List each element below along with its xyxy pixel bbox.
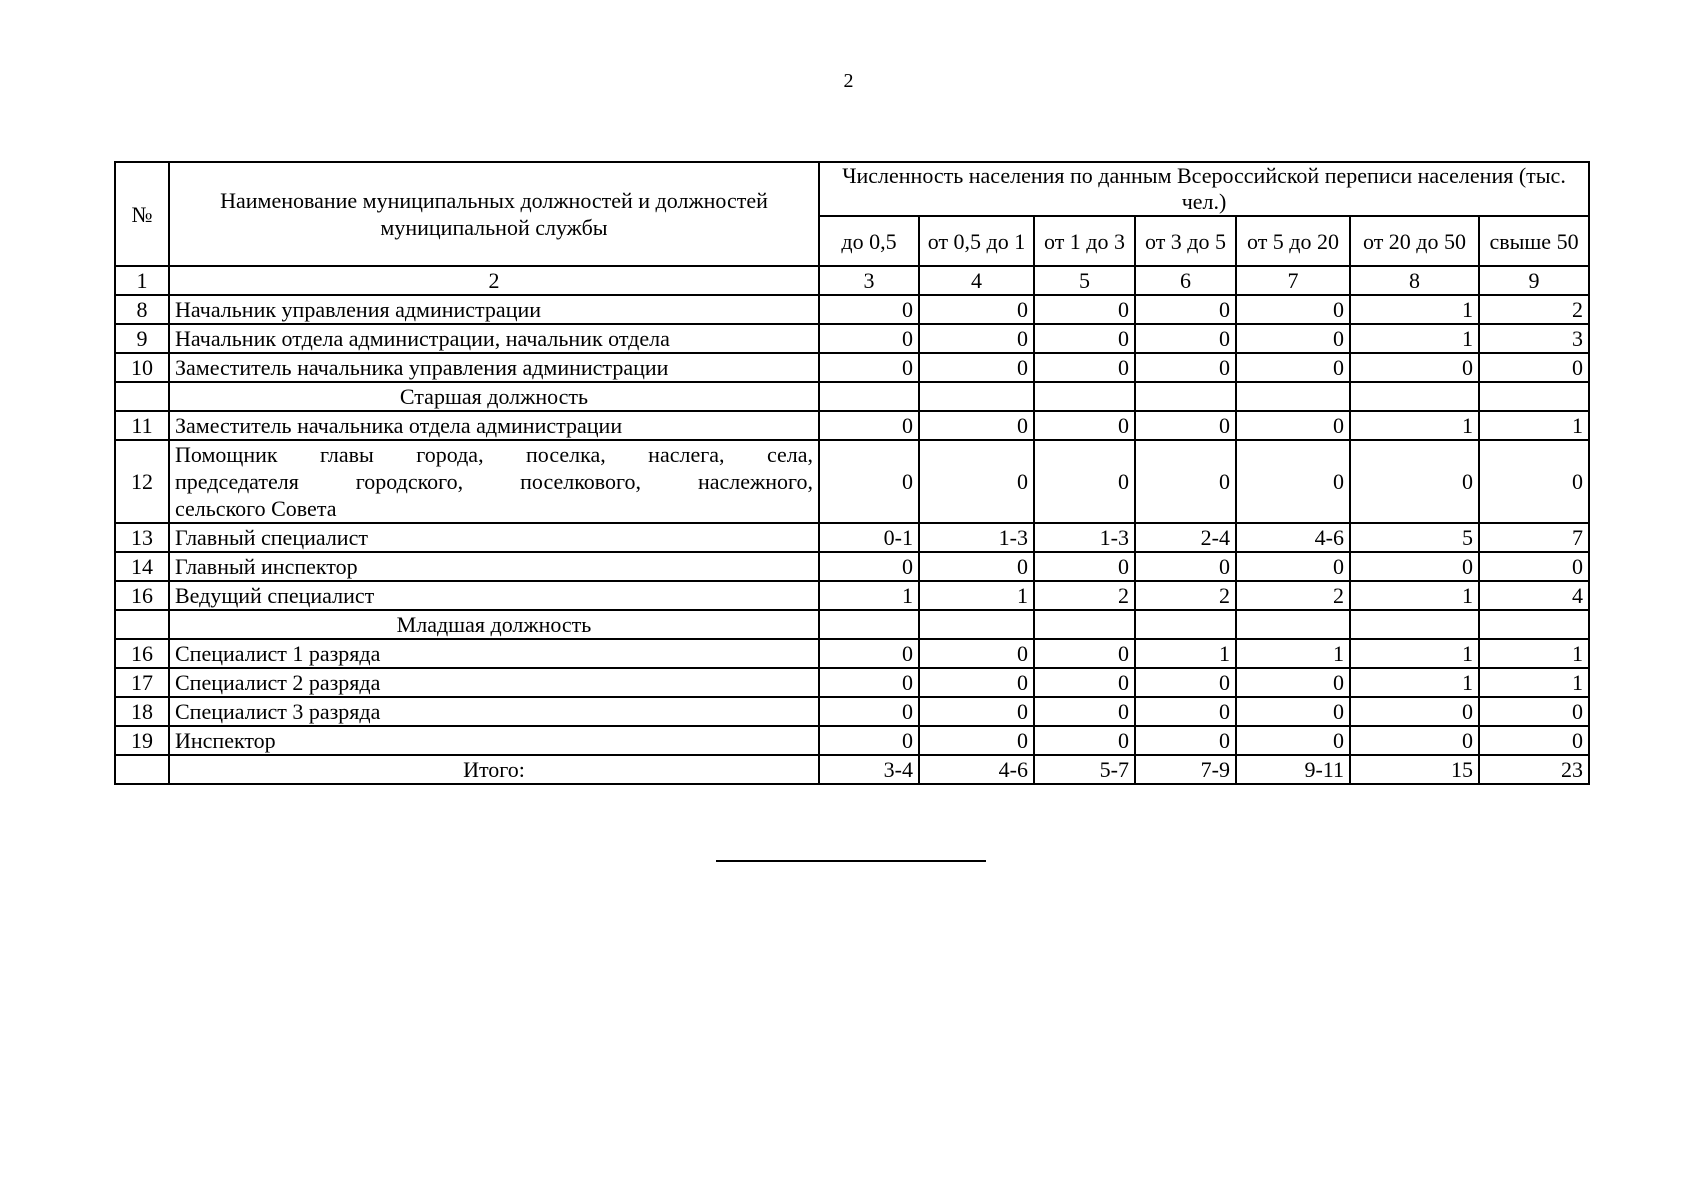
position-name: Главный инспектор (169, 552, 819, 581)
index-cell: 1 (115, 266, 169, 295)
value-cell: 0 (1479, 726, 1589, 755)
value-cell: 7 (1479, 523, 1589, 552)
total-row (115, 755, 1589, 784)
value-cell: 0 (1479, 353, 1589, 382)
position-name-line: Помощник главы города, поселка, наслега, села, (175, 442, 813, 467)
total-value-cell: 3-4 (819, 755, 919, 784)
value-cell: 0 (1350, 353, 1479, 382)
value-cell: 1 (1479, 668, 1589, 697)
table-row (115, 353, 1589, 382)
value-cell: 0 (1350, 697, 1479, 726)
total-value-cell: 7-9 (1135, 755, 1236, 784)
row-number: 17 (115, 668, 169, 697)
section-empty-cell (919, 610, 1034, 639)
row-number: 13 (115, 523, 169, 552)
value-cell: 0 (1236, 668, 1350, 697)
section-empty-cell (1479, 610, 1589, 639)
value-cell: 2 (1034, 581, 1135, 610)
value-cell: 1 (1350, 324, 1479, 353)
value-cell: 0 (819, 697, 919, 726)
row-number: 11 (115, 411, 169, 440)
section-number-cell (115, 610, 169, 639)
position-name: Специалист 2 разряда (169, 668, 819, 697)
table-row (115, 324, 1589, 353)
header-row (115, 162, 1589, 216)
value-cell: 0 (1236, 552, 1350, 581)
section-empty-cell (1350, 610, 1479, 639)
position-name: Специалист 1 разряда (169, 639, 819, 668)
section-empty-cell (1236, 382, 1350, 411)
value-cell: 0 (819, 668, 919, 697)
value-cell: 0 (919, 697, 1034, 726)
header-position-name: Наименование муниципальных должностей и должностей муниципальной службы (169, 162, 819, 266)
value-cell: 0 (1034, 697, 1135, 726)
value-cell: 1 (1350, 295, 1479, 324)
row-number: 9 (115, 324, 169, 353)
value-cell: 1 (1350, 581, 1479, 610)
table-row (115, 295, 1589, 324)
row-number: 19 (115, 726, 169, 755)
value-cell: 4 (1479, 581, 1589, 610)
total-label: Итого: (169, 755, 819, 784)
position-name: Заместитель начальника управления администрации (169, 353, 819, 382)
position-name: Специалист 3 разряда (169, 697, 819, 726)
value-cell: 1 (1350, 639, 1479, 668)
value-cell: 0 (1034, 440, 1135, 523)
value-cell: 1-3 (919, 523, 1034, 552)
table-row (115, 697, 1589, 726)
row-number: 12 (115, 440, 169, 523)
value-cell: 1-3 (1034, 523, 1135, 552)
value-cell: 1 (1236, 639, 1350, 668)
value-cell: 0 (819, 411, 919, 440)
value-cell: 0 (919, 353, 1034, 382)
section-empty-cell (1236, 610, 1350, 639)
value-cell: 0 (1034, 726, 1135, 755)
total-value-cell: 15 (1350, 755, 1479, 784)
closing-rule (716, 860, 986, 862)
table-row (115, 726, 1589, 755)
section-empty-cell (819, 610, 919, 639)
position-name: Инспектор (169, 726, 819, 755)
position-name: Начальник управления администрации (169, 295, 819, 324)
total-value-cell: 9-11 (1236, 755, 1350, 784)
value-cell: 2 (1135, 581, 1236, 610)
value-cell: 0 (919, 639, 1034, 668)
section-empty-cell (1034, 610, 1135, 639)
position-name: Начальник отдела администрации, начальник отдела (169, 324, 819, 353)
value-cell: 0 (1135, 726, 1236, 755)
section-title: Старшая должность (169, 382, 819, 411)
total-value-cell: 4-6 (919, 755, 1034, 784)
header-number: № (115, 162, 169, 266)
value-cell: 0 (1236, 353, 1350, 382)
section-empty-cell (1135, 610, 1236, 639)
section-empty-cell (819, 382, 919, 411)
value-cell: 0 (919, 668, 1034, 697)
value-cell: 0 (1034, 411, 1135, 440)
table-row (115, 639, 1589, 668)
value-cell: 0 (1034, 353, 1135, 382)
value-cell: 0 (1236, 411, 1350, 440)
value-cell: 0 (919, 552, 1034, 581)
row-number: 10 (115, 353, 169, 382)
index-cell: 6 (1135, 266, 1236, 295)
value-cell: 0 (1135, 353, 1236, 382)
total-value-cell: 23 (1479, 755, 1589, 784)
header-col-1: до 0,5 (819, 216, 919, 266)
staffing-table (114, 161, 1590, 785)
value-cell: 0 (1135, 324, 1236, 353)
index-cell: 7 (1236, 266, 1350, 295)
table-row (115, 581, 1589, 610)
value-cell: 1 (1350, 411, 1479, 440)
value-cell: 0 (1135, 295, 1236, 324)
value-cell: 0 (919, 295, 1034, 324)
value-cell: 1 (1350, 668, 1479, 697)
index-cell: 2 (169, 266, 819, 295)
value-cell: 0 (919, 411, 1034, 440)
value-cell: 0 (819, 440, 919, 523)
row-number: 8 (115, 295, 169, 324)
section-title: Младшая должность (169, 610, 819, 639)
value-cell: 1 (919, 581, 1034, 610)
index-cell: 5 (1034, 266, 1135, 295)
value-cell: 0 (1034, 324, 1135, 353)
header-col-3: от 1 до 3 (1034, 216, 1135, 266)
header-col-7: свыше 50 (1479, 216, 1589, 266)
value-cell: 0-1 (819, 523, 919, 552)
value-cell: 0 (1350, 726, 1479, 755)
table-row (115, 523, 1589, 552)
position-name-line: председателя городского, поселкового, наслежного, (175, 469, 813, 494)
value-cell: 0 (1135, 552, 1236, 581)
index-cell: 4 (919, 266, 1034, 295)
value-cell: 1 (1135, 639, 1236, 668)
section-row (115, 382, 1589, 411)
value-cell: 1 (819, 581, 919, 610)
section-empty-cell (1479, 382, 1589, 411)
section-row (115, 610, 1589, 639)
value-cell: 2 (1236, 581, 1350, 610)
value-cell: 0 (1236, 440, 1350, 523)
index-cell: 8 (1350, 266, 1479, 295)
row-number: 16 (115, 639, 169, 668)
row-number: 18 (115, 697, 169, 726)
value-cell: 0 (1135, 697, 1236, 726)
value-cell: 0 (819, 639, 919, 668)
row-number: 14 (115, 552, 169, 581)
header-col-2: от 0,5 до 1 (919, 216, 1034, 266)
value-cell: 2 (1479, 295, 1589, 324)
value-cell: 0 (1135, 668, 1236, 697)
value-cell: 0 (1479, 440, 1589, 523)
header-population-group: Численность населения по данным Всероссийской переписи населения (тыс. чел.) (819, 162, 1589, 216)
section-number-cell (115, 382, 169, 411)
value-cell: 0 (1479, 552, 1589, 581)
page-number: 2 (843, 70, 854, 92)
value-cell: 0 (1236, 697, 1350, 726)
index-row (115, 266, 1589, 295)
position-name (169, 440, 819, 523)
value-cell: 0 (919, 726, 1034, 755)
value-cell: 2-4 (1135, 523, 1236, 552)
value-cell: 0 (1479, 697, 1589, 726)
value-cell: 0 (1034, 639, 1135, 668)
value-cell: 0 (819, 295, 919, 324)
value-cell: 4-6 (1236, 523, 1350, 552)
index-cell: 3 (819, 266, 919, 295)
value-cell: 0 (819, 324, 919, 353)
index-cell: 9 (1479, 266, 1589, 295)
value-cell: 5 (1350, 523, 1479, 552)
row-number: 16 (115, 581, 169, 610)
header-col-5: от 5 до 20 (1236, 216, 1350, 266)
value-cell: 3 (1479, 324, 1589, 353)
value-cell: 0 (819, 552, 919, 581)
position-name: Главный специалист (169, 523, 819, 552)
section-empty-cell (1034, 382, 1135, 411)
value-cell: 0 (819, 353, 919, 382)
value-cell: 0 (919, 440, 1034, 523)
table-row (115, 668, 1589, 697)
value-cell: 0 (819, 726, 919, 755)
value-cell: 0 (1034, 295, 1135, 324)
value-cell: 0 (1236, 295, 1350, 324)
section-empty-cell (1350, 382, 1479, 411)
section-empty-cell (1135, 382, 1236, 411)
value-cell: 0 (1236, 324, 1350, 353)
total-number-cell (115, 755, 169, 784)
header-col-4: от 3 до 5 (1135, 216, 1236, 266)
table-row (115, 552, 1589, 581)
value-cell: 1 (1479, 411, 1589, 440)
value-cell: 1 (1479, 639, 1589, 668)
value-cell: 0 (1135, 440, 1236, 523)
value-cell: 0 (1350, 440, 1479, 523)
value-cell: 0 (1236, 726, 1350, 755)
section-empty-cell (919, 382, 1034, 411)
header-col-6: от 20 до 50 (1350, 216, 1479, 266)
value-cell: 0 (1135, 411, 1236, 440)
position-name-line: сельского Совета (175, 496, 337, 521)
value-cell: 0 (1034, 668, 1135, 697)
table-row (115, 411, 1589, 440)
position-name: Заместитель начальника отдела администрации (169, 411, 819, 440)
value-cell: 0 (919, 324, 1034, 353)
value-cell: 0 (1034, 552, 1135, 581)
value-cell: 0 (1350, 552, 1479, 581)
table-row (115, 440, 1589, 523)
position-name: Ведущий специалист (169, 581, 819, 610)
total-value-cell: 5-7 (1034, 755, 1135, 784)
